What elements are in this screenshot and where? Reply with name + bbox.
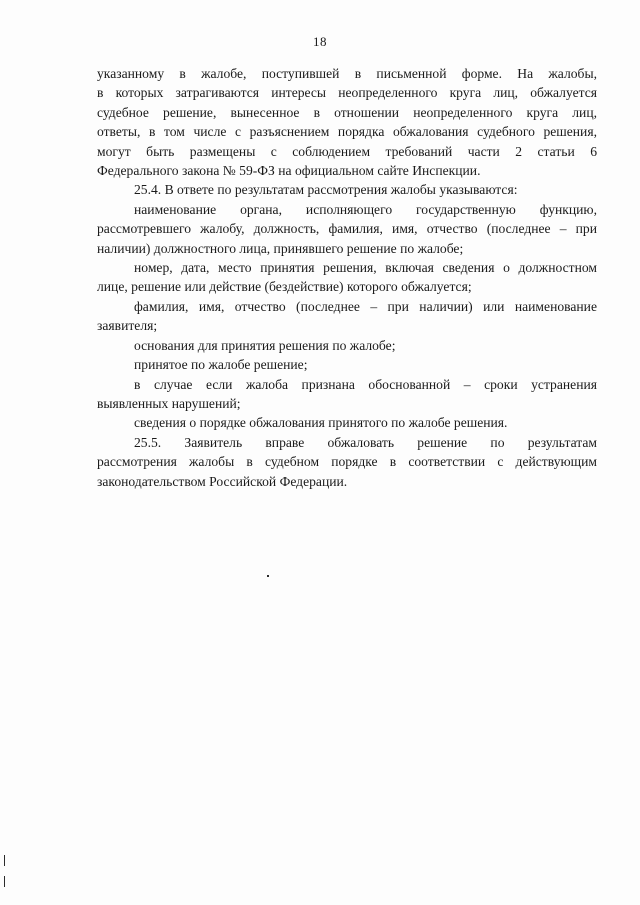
text-line: в которых затрагиваются интересы неопределенного круга лиц, обжалуется <box>97 85 597 101</box>
scan-mark <box>4 855 5 866</box>
text-line: заявителя; <box>97 318 158 334</box>
text-line: выявленных нарушений; <box>97 395 241 411</box>
text-line: указанному в жалобе, поступившей в письменной форме. На жалобы, <box>97 66 597 81</box>
text-line: могут быть размещены с соблюдением требований части 2 статьи 6 <box>97 143 597 159</box>
text-line: 25.4. В ответе по результатам рассмотрения жалобы указываются: <box>134 182 518 198</box>
text-line: в случае если жалоба признана обоснованной – сроки устранения <box>134 376 597 392</box>
scan-mark <box>4 876 5 887</box>
text-line: рассмотрения жалобы в судебном порядке в соответствии с действующим <box>97 454 597 470</box>
text-line: лице, решение или действие (бездействие) которого обжалуется; <box>97 279 472 295</box>
text-line: основания для принятия решения по жалобе; <box>134 337 396 353</box>
text-line: фамилия, имя, отчество (последнее – при наличии) или наименование <box>134 298 597 314</box>
text-line: судебное решение, вынесенное в отношении неопределенного круга лиц, <box>97 104 597 120</box>
text-line: сведения о порядке обжалования принятого по жалобе решения. <box>134 415 508 431</box>
text-line: 25.5. Заявитель вправе обжаловать решение по результатам <box>134 434 597 450</box>
text-line: рассмотревшего жалобу, должность, фамилия, имя, отчество (последнее – при <box>97 221 597 237</box>
text-line: ответы, в том числе с разъяснением порядка обжалования судебного решения, <box>97 124 597 140</box>
text-line: Федерального закона № 59-ФЗ на официальном сайте Инспекции. <box>97 163 481 179</box>
text-line: наличии) должностного лица, принявшего решение по жалобе; <box>97 240 464 256</box>
text-line: номер, дата, место принятия решения, включая сведения о должностном <box>134 260 597 276</box>
document-body <box>97 64 597 491</box>
scan-dot <box>267 575 269 577</box>
text-line: наименование органа, исполняющего государственную функцию, <box>134 201 597 217</box>
page-number: 18 <box>313 34 327 49</box>
text-line: принятое по жалобе решение; <box>134 357 308 373</box>
text-line: законодательством Российской Федерации. <box>97 473 348 489</box>
